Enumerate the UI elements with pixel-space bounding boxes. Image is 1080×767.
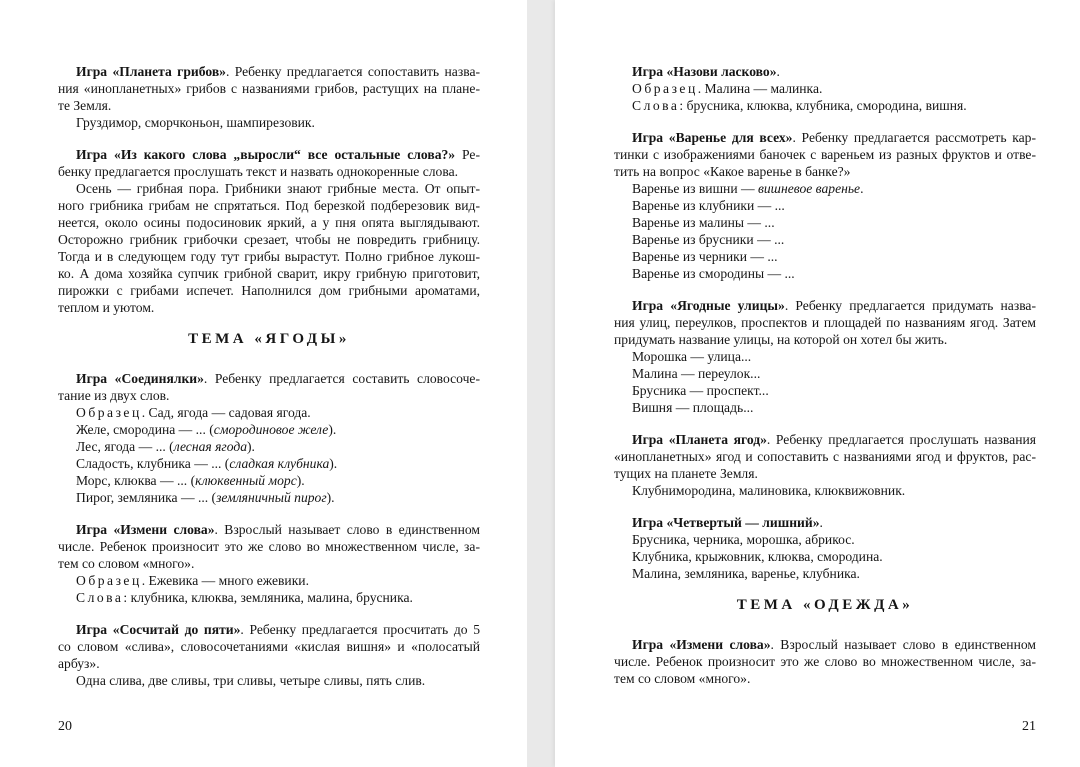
text-segment: . Ребенку предлагается просчитать до 5	[240, 622, 480, 637]
paragraph	[614, 514, 1036, 582]
text-line	[58, 387, 480, 404]
text-segment: Одна слива, две сливы, три сливы, четыре сливы, пять слив.	[76, 673, 426, 688]
text-line	[58, 248, 480, 265]
text-segment: тем со словом «много».	[614, 671, 751, 686]
text-segment: . Ребенку предлагается прослушать названия	[766, 432, 1036, 447]
game-title: Игра «Ягодные улицы»	[632, 298, 785, 313]
page-number: 21	[1022, 719, 1036, 734]
text-segment: Морс, клюква — ... (	[76, 473, 196, 488]
text-line	[614, 314, 1036, 331]
paragraph	[614, 297, 1036, 416]
paragraph	[58, 621, 480, 689]
text-segment: со словом «слива», словосочетаниями «кислая вишня» и «полосатый	[58, 639, 480, 654]
game-title: Игра «Четвертый — лишний»	[632, 515, 820, 530]
text-line	[614, 97, 1036, 114]
text-segment: числе. Ребенок произносит это же слово во множественном числе, за-	[614, 654, 1036, 669]
text-line	[614, 248, 1036, 265]
text-line	[58, 455, 480, 472]
text-segment: числе. Ребенок произносит это же слово во множественном числе, за-	[58, 539, 480, 554]
game-title: Игра «Назови ласково»	[632, 64, 777, 79]
text-segment: . Ребенку предлагается составить словосоче-	[203, 371, 480, 386]
text-segment: .	[860, 181, 864, 196]
text-segment: ).	[329, 456, 338, 471]
page-text	[58, 63, 480, 704]
text-segment: Желе, смородина — ... (	[76, 422, 214, 437]
text-segment: «инопланетных» ягод и сопоставить с названиями ягод и фруктов, рас-	[614, 449, 1036, 464]
text-segment: . Сад, ягода — садовая ягода.	[141, 405, 311, 420]
text-line	[614, 129, 1036, 146]
text-segment: Малина — переулок...	[632, 366, 761, 381]
text-segment: придумать название улицы, на которой он хотел бы жить.	[614, 332, 948, 347]
text-line	[58, 63, 480, 80]
game-title: Игра «Соединялки»	[76, 371, 204, 386]
text-segment: Морошка — улица...	[632, 349, 752, 364]
text-line	[614, 63, 1036, 80]
text-line	[58, 197, 480, 214]
text-segment: Брусника, черника, морошка, абрикос.	[632, 532, 855, 547]
text-segment: Сладость, клубника — ... (	[76, 456, 230, 471]
text-line	[58, 538, 480, 555]
answer-text: земляничный пирог	[216, 490, 327, 505]
text-segment: Слова	[76, 590, 124, 605]
paragraph	[58, 521, 480, 606]
text-segment: Варенье из брусники — ...	[632, 232, 785, 247]
text-segment: Брусника — проспект...	[632, 383, 769, 398]
text-line	[614, 180, 1036, 197]
text-line	[58, 621, 480, 638]
text-segment: ).	[296, 473, 305, 488]
text-segment: Ре-	[455, 147, 480, 162]
text-segment: Малина, земляника, варенье, клубника.	[632, 566, 860, 581]
text-segment: пирожки с грибами испечет. Наполнился дом грибными ароматами,	[58, 283, 480, 298]
text-segment: : клубника, клюква, земляника, малина, брусника.	[123, 590, 413, 605]
answer-text: лесная ягода	[173, 439, 248, 454]
page-number: 20	[58, 719, 72, 734]
answer-text: клюквенный морс	[195, 473, 297, 488]
text-line	[58, 472, 480, 489]
paragraph	[614, 63, 1036, 114]
text-line	[614, 382, 1036, 399]
text-segment: Образец	[76, 573, 142, 588]
text-line	[58, 97, 480, 114]
text-segment: тинки с изображениями баночек с вареньем из разных фруктов и отве-	[614, 147, 1036, 162]
text-segment: .	[776, 64, 780, 79]
text-segment: .	[819, 515, 823, 530]
text-line	[614, 331, 1036, 348]
text-line	[58, 421, 480, 438]
text-segment: Образец	[632, 81, 698, 96]
paragraph	[58, 370, 480, 506]
text-segment: Клубнимородина, малиновика, клюквижовник.	[632, 483, 906, 498]
text-line	[58, 655, 480, 672]
game-title: Игра «Планета ягод»	[632, 432, 767, 447]
text-line	[614, 448, 1036, 465]
text-segment: : брусника, клюква, клубника, смородина, вишня.	[679, 98, 967, 113]
text-segment: ).	[328, 422, 337, 437]
text-segment: Осень — грибная пора. Грибники знают грибные места. От опыт-	[76, 181, 480, 196]
paragraph	[58, 146, 480, 316]
text-segment: теплом и уютом.	[58, 300, 155, 315]
paragraph	[614, 636, 1036, 687]
text-line	[614, 548, 1036, 565]
text-segment: неется, около осины подосиновик яркий, а у пня опята выглядывают.	[58, 215, 480, 230]
text-line	[614, 146, 1036, 163]
text-segment: Варенье из вишни —	[632, 181, 758, 196]
text-segment: бенку предлагается прослушать текст и назвать однокоренные слова.	[58, 164, 459, 179]
paragraph	[614, 431, 1036, 499]
text-line	[614, 565, 1036, 582]
text-line	[614, 348, 1036, 365]
text-segment: . Ребенку предлагается сопоставить назва-	[225, 64, 480, 79]
text-line	[614, 197, 1036, 214]
text-line	[614, 80, 1036, 97]
text-segment: ного грибника грибам не спрятаться. Под березкой подберезовик вид-	[58, 198, 480, 213]
text-segment: Осторожно грибник грибочки срезает, чтобы не повредить грибницу.	[58, 232, 480, 247]
text-segment: тание из двух слов.	[58, 388, 170, 403]
text-line	[614, 214, 1036, 231]
text-line	[614, 482, 1036, 499]
text-segment: Вишня — площадь...	[632, 400, 754, 415]
text-line	[58, 521, 480, 538]
text-segment: Груздимор, сморчконьон, шампирезовик.	[76, 115, 315, 130]
answer-text: вишневое варенье	[757, 181, 861, 196]
text-line	[58, 672, 480, 689]
paragraph	[614, 129, 1036, 282]
text-segment: Варенье из клубники — ...	[632, 198, 785, 213]
answer-text: сладкая клубника	[229, 456, 330, 471]
text-line	[614, 399, 1036, 416]
answer-text: смородиновое желе	[213, 422, 329, 437]
text-line	[614, 514, 1036, 531]
text-segment: Лес, ягода — ... (	[76, 439, 174, 454]
text-segment: Варенье из черники — ...	[632, 249, 778, 264]
text-segment: Образец	[76, 405, 142, 420]
text-segment: тущих на планете Земля.	[614, 466, 758, 481]
text-line	[58, 114, 480, 131]
text-line	[614, 163, 1036, 180]
text-line	[58, 214, 480, 231]
text-segment: . Ежевика — много ежевики.	[141, 573, 309, 588]
text-segment: Слова	[632, 98, 680, 113]
text-segment: тить на вопрос «Какое варенье в банке?»	[614, 164, 851, 179]
text-line	[58, 438, 480, 455]
text-line	[614, 670, 1036, 687]
game-title: Игра «Варенье для всех»	[632, 130, 793, 145]
text-line	[58, 282, 480, 299]
game-title: Игра «Сосчитай до пяти»	[76, 622, 241, 637]
text-line	[58, 180, 480, 197]
text-segment: Клубника, крыжовник, клюква, смородина.	[632, 549, 883, 564]
text-line	[58, 231, 480, 248]
text-line	[614, 653, 1036, 670]
text-line	[58, 299, 480, 316]
text-line	[614, 231, 1036, 248]
text-line	[58, 489, 480, 506]
text-segment: ния улиц, переулков, проспектов и площадей по названиям ягод. Затем	[614, 315, 1036, 330]
text-line	[58, 265, 480, 282]
right-page	[555, 0, 1080, 767]
text-line	[58, 572, 480, 589]
text-segment: Варенье из малины — ...	[632, 215, 775, 230]
text-segment: . Взрослый называет слово в единственном	[770, 637, 1036, 652]
text-segment: ния «инопланетных» грибов с названиями грибов, растущих на плане-	[58, 81, 480, 96]
text-segment: . Ребенку предлагается придумать назва-	[784, 298, 1036, 313]
text-segment: ).	[326, 490, 335, 505]
text-segment: те Земля.	[58, 98, 112, 113]
text-segment: . Взрослый называет слово в единственном	[214, 522, 480, 537]
section-heading: ТЕМА «ЯГОДЫ»	[188, 331, 350, 347]
text-segment: . Ребенку предлагается рассмотреть кар-	[792, 130, 1036, 145]
text-line	[58, 80, 480, 97]
text-segment: арбуз».	[58, 656, 100, 671]
text-segment: Тогда и в следующем году тут грибы вырастут. Полно грибное лукош-	[58, 249, 480, 264]
text-line	[614, 531, 1036, 548]
text-line	[614, 431, 1036, 448]
game-title: Игра «Планета грибов»	[76, 64, 226, 79]
text-line	[58, 146, 480, 163]
page-text	[614, 63, 1036, 702]
paragraph	[58, 63, 480, 131]
text-segment: Варенье из смородины — ...	[632, 266, 795, 281]
game-title: Игра «Измени слова»	[76, 522, 215, 537]
text-line	[614, 265, 1036, 282]
left-page	[0, 0, 527, 767]
text-segment: Пирог, земляника — ... (	[76, 490, 217, 505]
text-line	[58, 589, 480, 606]
text-line	[614, 297, 1036, 314]
text-segment: . Малина — малинка.	[697, 81, 823, 96]
text-line	[58, 638, 480, 655]
text-segment: ).	[247, 439, 255, 454]
section-heading: ТЕМА «ОДЕЖДА»	[736, 597, 914, 613]
text-line	[614, 636, 1036, 653]
text-line	[58, 370, 480, 387]
text-line	[614, 365, 1036, 382]
text-line	[58, 163, 480, 180]
game-title: Игра «Измени слова»	[632, 637, 771, 652]
text-line	[614, 465, 1036, 482]
text-segment: ко. А дома хозяйка супчик грибной сварит, икру грибную приготовит,	[58, 266, 480, 281]
text-line	[58, 555, 480, 572]
text-segment: тем со словом «много».	[58, 556, 195, 571]
text-line	[58, 404, 480, 421]
game-title: Игра «Из какого слова „выросли“ все остальные слова?»	[76, 147, 456, 162]
